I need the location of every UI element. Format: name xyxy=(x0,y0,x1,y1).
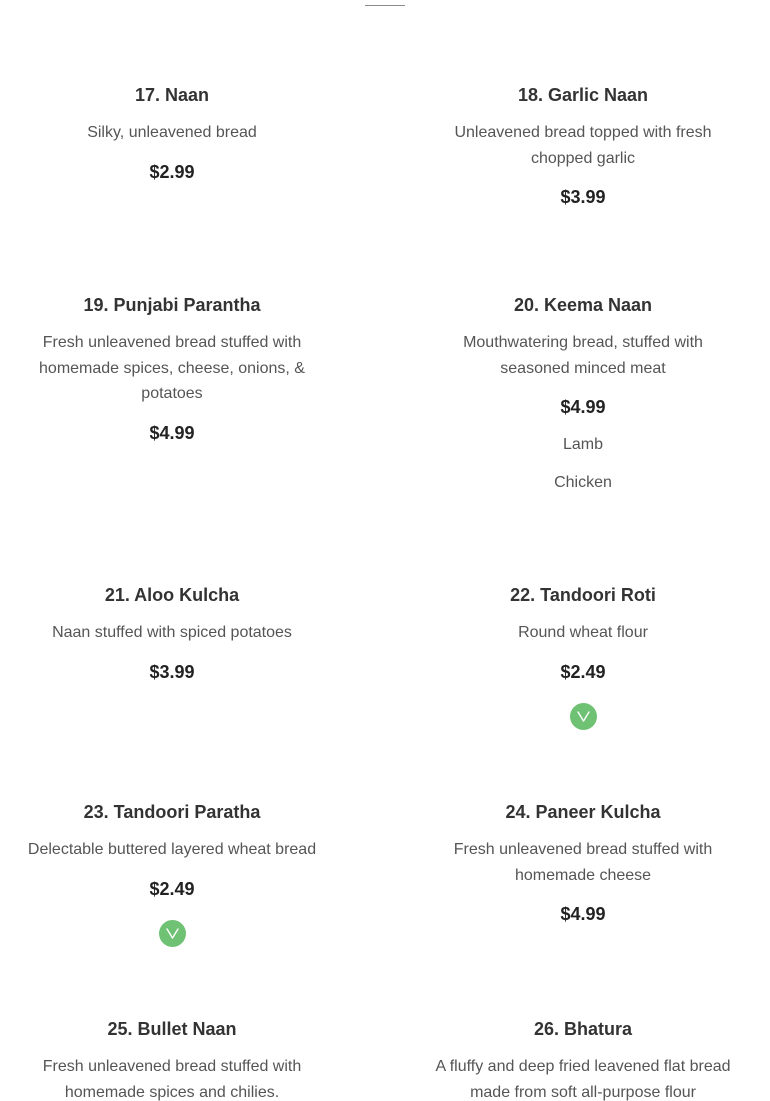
item-title: 26. Bhatura xyxy=(533,1019,633,1039)
item-option-chicken[interactable]: Chicken xyxy=(554,474,612,491)
menu-item-paneer-kulcha[interactable] xyxy=(433,801,733,925)
item-title: 25. Bullet Naan xyxy=(107,1019,237,1039)
menu-item-keema-naan[interactable] xyxy=(433,294,733,494)
item-title: 20. Keema Naan xyxy=(513,295,653,315)
section-divider xyxy=(365,5,405,6)
item-price: $3.99 xyxy=(560,187,606,207)
menu-item-tandoori-roti[interactable] xyxy=(433,584,733,730)
item-title: 21. Aloo Kulcha xyxy=(104,585,240,605)
item-price: $4.99 xyxy=(149,422,195,443)
item-description: Mouthwatering bread, stuffed with seasoned minced meat xyxy=(463,334,703,377)
menu-item-punjabi-parantha[interactable] xyxy=(22,294,322,444)
item-description: Silky, unleavened bread xyxy=(87,124,257,141)
menu-item-tandoori-paratha[interactable] xyxy=(22,801,322,947)
item-description: Fresh unleavened bread stuffed with homemade spices, cheese, onions, & potatoes xyxy=(39,334,305,402)
item-price: $2.49 xyxy=(149,878,195,899)
menu-item-garlic-naan[interactable] xyxy=(433,84,733,208)
vegan-icon xyxy=(159,920,186,947)
menu-item-bullet-naan[interactable] xyxy=(22,1018,322,1101)
vegan-icon xyxy=(570,703,597,730)
item-title: 23. Tandoori Paratha xyxy=(83,802,261,822)
item-price: $2.99 xyxy=(149,161,195,182)
item-description: Fresh unleavened bread stuffed with homemade spices and chilies. xyxy=(42,1058,302,1101)
menu-item-bhatura[interactable] xyxy=(433,1018,733,1101)
item-title: 24. Paneer Kulcha xyxy=(505,802,661,822)
item-price: $2.49 xyxy=(560,661,606,682)
item-title: 17. Naan xyxy=(134,85,210,105)
menu-item-naan[interactable] xyxy=(22,84,322,183)
item-price: $4.99 xyxy=(560,397,606,417)
item-description: A fluffy and deep fried leavened flat bread made from soft all-purpose flour xyxy=(435,1058,731,1101)
item-title: 22. Tandoori Roti xyxy=(510,585,656,605)
menu-item-aloo-kulcha[interactable] xyxy=(22,584,322,683)
item-title: 19. Punjabi Parantha xyxy=(83,295,261,315)
item-price: $3.99 xyxy=(149,661,195,682)
item-description: Unleavened bread topped with fresh chopped garlic xyxy=(454,124,712,167)
item-description: Fresh unleavened bread stuffed with homemade cheese xyxy=(453,841,713,884)
item-price: $4.99 xyxy=(560,904,606,924)
item-option-lamb[interactable]: Lamb xyxy=(562,436,604,453)
item-description: Round wheat flour xyxy=(518,624,648,641)
item-description: Delectable buttered layered wheat bread xyxy=(27,841,317,858)
item-description: Naan stuffed with spiced potatoes xyxy=(52,624,292,641)
item-title: 18. Garlic Naan xyxy=(517,85,649,105)
